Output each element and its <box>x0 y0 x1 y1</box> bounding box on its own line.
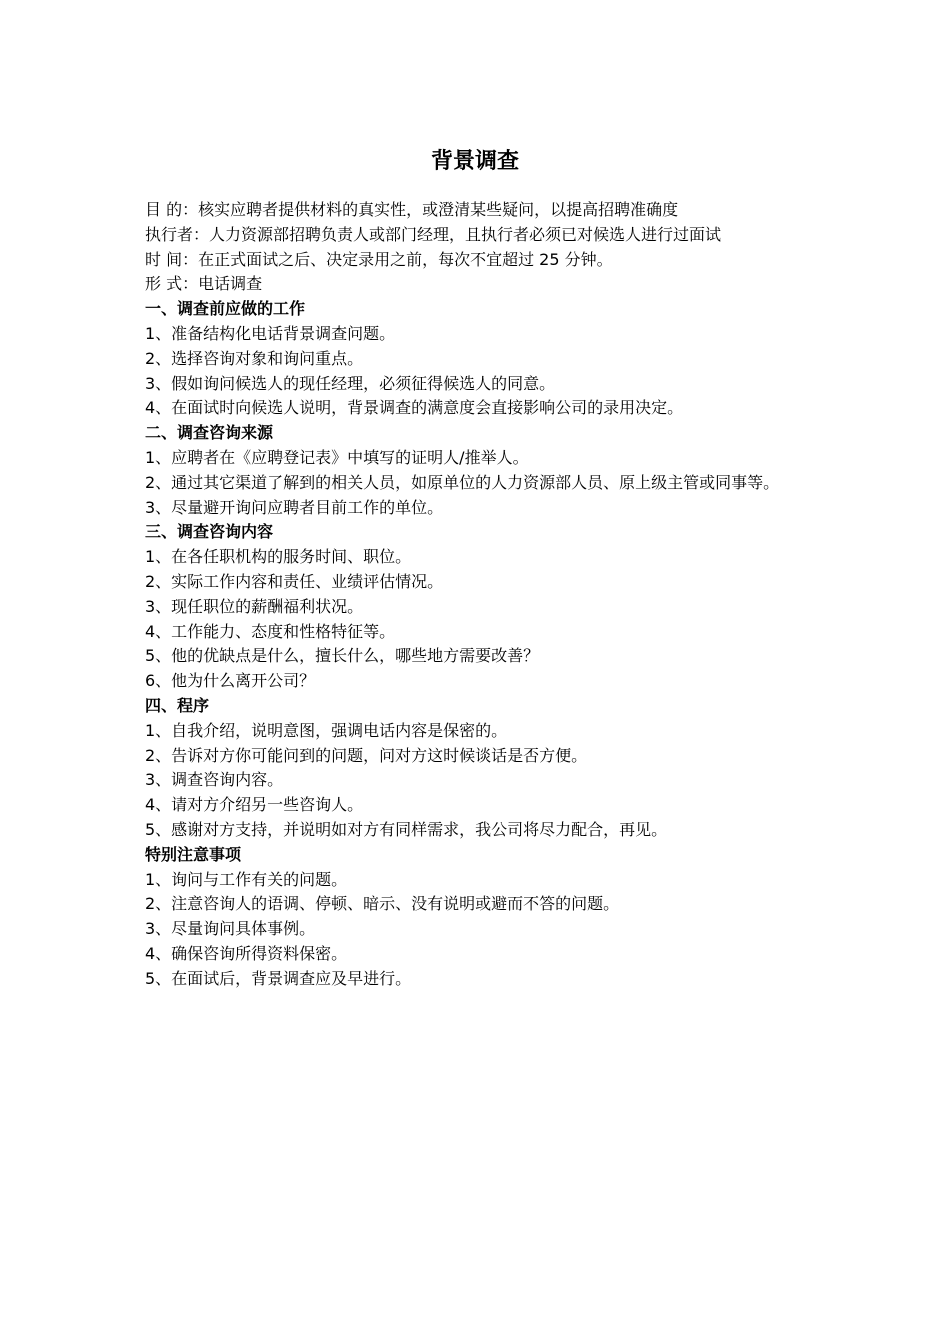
section-procedure <box>145 694 810 843</box>
section-heading: 三、调查咨询内容 <box>145 522 274 542</box>
list-item: 5、他的优缺点是什么，擅长什么，哪些地方需要改善？ <box>145 646 540 666</box>
list-item: 4、确保咨询所得资料保密。 <box>145 943 348 963</box>
list-item: 3、尽量避开询问应聘者目前工作的单位。 <box>145 497 444 517</box>
intro-time: 时 间：在正式面试之后、决定录用之前，每次不宜超过 25 分钟。 <box>145 249 613 269</box>
list-item: 2、选择咨询对象和询问重点。 <box>145 348 364 368</box>
section-preparation <box>145 297 810 421</box>
intro-format: 形 式：电话调查 <box>145 274 263 294</box>
document-body <box>145 198 810 992</box>
list-item: 2、实际工作内容和责任、业绩评估情况。 <box>145 571 444 591</box>
list-item: 1、自我介绍，说明意图，强调电话内容是保密的。 <box>145 720 508 740</box>
list-item: 3、现任职位的薪酬福利状况。 <box>145 596 364 616</box>
list-item: 2、注意咨询人的语调、停顿、暗示、没有说明或避而不答的问题。 <box>145 894 620 914</box>
list-item: 2、通过其它渠道了解到的相关人员，如原单位的人力资源部人员、原上级主管或同事等。 <box>145 472 780 492</box>
section-heading: 二、调查咨询来源 <box>145 423 274 443</box>
intro-purpose: 目 的：核实应聘者提供材料的真实性，或澄清某些疑问，以提高招聘准确度 <box>145 200 679 219</box>
list-item: 5、感谢对方支持，并说明如对方有同样需求，我公司将尽力配合，再见。 <box>145 819 668 839</box>
section-heading: 一、调查前应做的工作 <box>145 299 306 319</box>
list-item: 3、调查咨询内容。 <box>145 770 284 790</box>
list-item: 2、告诉对方你可能问到的问题，问对方这时候谈话是否方便。 <box>145 745 588 765</box>
list-item: 3、假如询问候选人的现任经理，必须征得候选人的同意。 <box>145 373 556 393</box>
list-item: 3、尽量询问具体事例。 <box>145 919 316 939</box>
list-item: 5、在面试后，背景调查应及早进行。 <box>145 968 412 988</box>
list-item: 4、请对方介绍另一些咨询人。 <box>145 795 364 815</box>
list-item: 6、他为什么离开公司？ <box>145 671 316 691</box>
list-item: 1、询问与工作有关的问题。 <box>145 869 348 889</box>
list-item: 1、应聘者在《应聘登记表》中填写的证明人/推举人。 <box>145 447 529 467</box>
section-content <box>145 520 810 694</box>
list-item: 1、准备结构化电话背景调查问题。 <box>145 323 396 343</box>
document-title: 背景调查 <box>430 149 519 174</box>
section-sources <box>145 421 810 520</box>
list-item: 4、工作能力、态度和性格特征等。 <box>145 621 396 641</box>
section-heading: 四、程序 <box>145 695 210 715</box>
list-item: 4、在面试时向候选人说明，背景调查的满意度会直接影响公司的录用决定。 <box>145 398 684 418</box>
list-item: 1、在各任职机构的服务时间、职位。 <box>145 547 412 567</box>
section-heading: 特别注意事项 <box>145 844 242 864</box>
intro-executor: 执行者：人力资源部招聘负责人或部门经理，且执行者必须已对候选人进行过面试 <box>145 224 722 244</box>
section-notes <box>145 843 810 992</box>
intro-block <box>145 198 810 297</box>
